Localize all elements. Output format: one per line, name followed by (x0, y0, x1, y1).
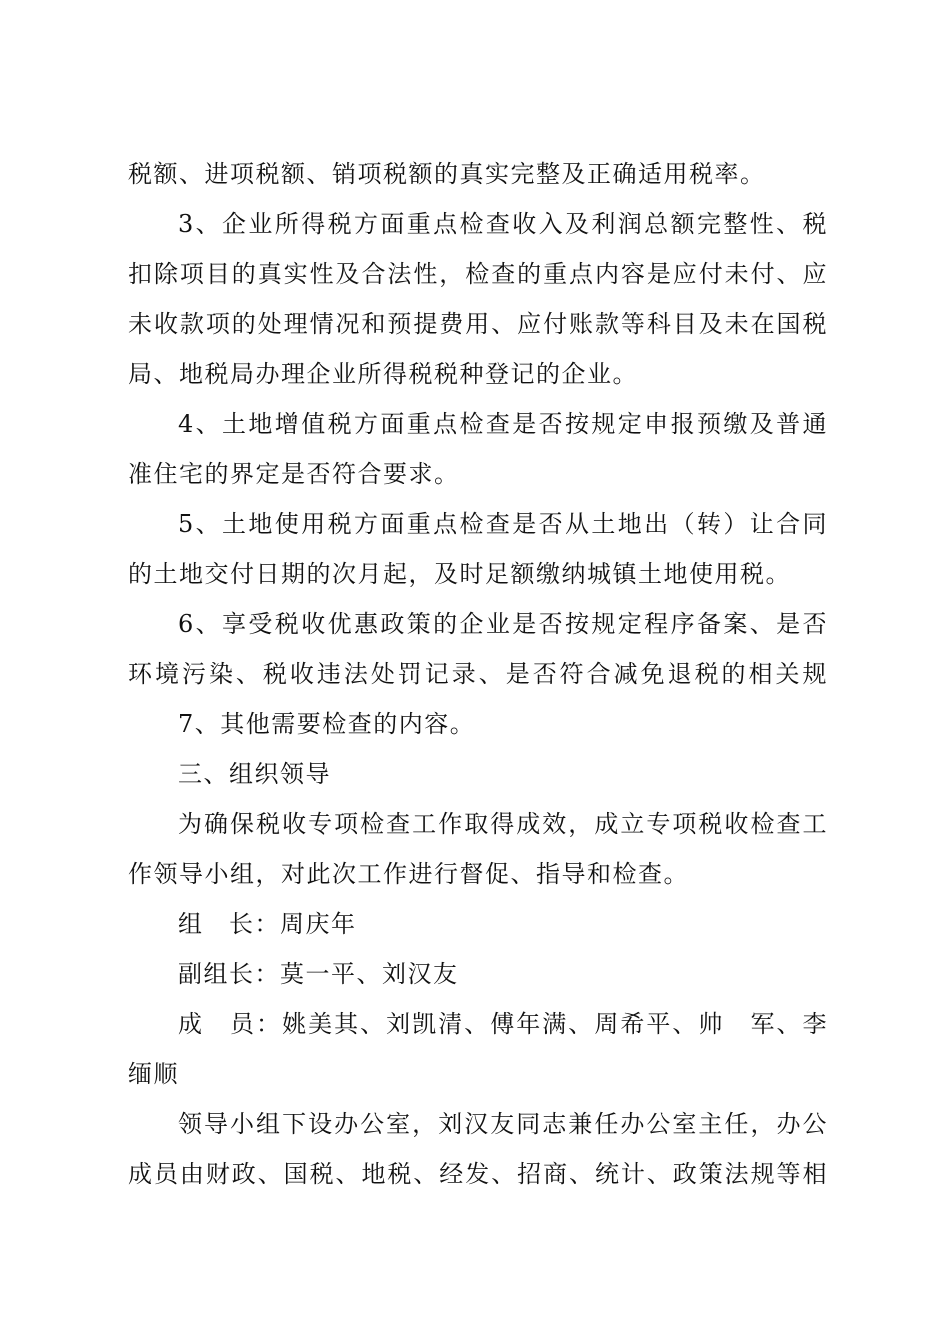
members-line: 成 员：姚美其、刘凯清、傅年满、周希平、帅 军、李 (178, 1010, 828, 1038)
paragraph-line: 7、其他需要检查的内容。 (178, 710, 476, 738)
members-line-continued: 缅顺 (128, 1060, 179, 1088)
paragraph-line: 的土地交付日期的次月起，及时足额缴纳城镇土地使用税。 (128, 560, 791, 588)
paragraph-line: 4、土地增值税方面重点检查是否按规定申报预缴及普通 (178, 410, 828, 438)
paragraph-line: 6、享受税收优惠政策的企业是否按规定程序备案、是否 (178, 610, 828, 638)
deputy-leader-line: 副组长：莫一平、刘汉友 (178, 960, 459, 988)
paragraph-line: 环境污染、税收违法处罚记录、是否符合减免退税的相关规 (128, 660, 828, 688)
paragraph-line: 为确保税收专项检查工作取得成效，成立专项税收检查工 (178, 810, 828, 838)
paragraph-line: 3、企业所得税方面重点检查收入及利润总额完整性、税 (178, 210, 828, 238)
paragraph-line: 未收款项的处理情况和预提费用、应付账款等科目及未在国税 (128, 310, 828, 338)
paragraph-line: 作领导小组，对此次工作进行督促、指导和检查。 (128, 860, 689, 888)
paragraph-line: 5、土地使用税方面重点检查是否从土地出（转）让合同 (178, 510, 828, 538)
paragraph-line: 税额、进项税额、销项税额的真实完整及正确适用税率。 (128, 160, 766, 188)
section-heading: 三、组织领导 (178, 760, 331, 788)
paragraph-line: 扣除项目的真实性及合法性，检查的重点内容是应付未付、应 (128, 260, 828, 288)
team-leader-line: 组 长：周庆年 (178, 910, 357, 938)
paragraph-line: 准住宅的界定是否符合要求。 (128, 460, 460, 488)
paragraph-line: 领导小组下设办公室，刘汉友同志兼任办公室主任，办公 (178, 1110, 828, 1138)
paragraph-line: 成员由财政、国税、地税、经发、招商、统计、政策法规等相 (128, 1160, 828, 1188)
paragraph-line: 局、地税局办理企业所得税税种登记的企业。 (128, 360, 638, 388)
